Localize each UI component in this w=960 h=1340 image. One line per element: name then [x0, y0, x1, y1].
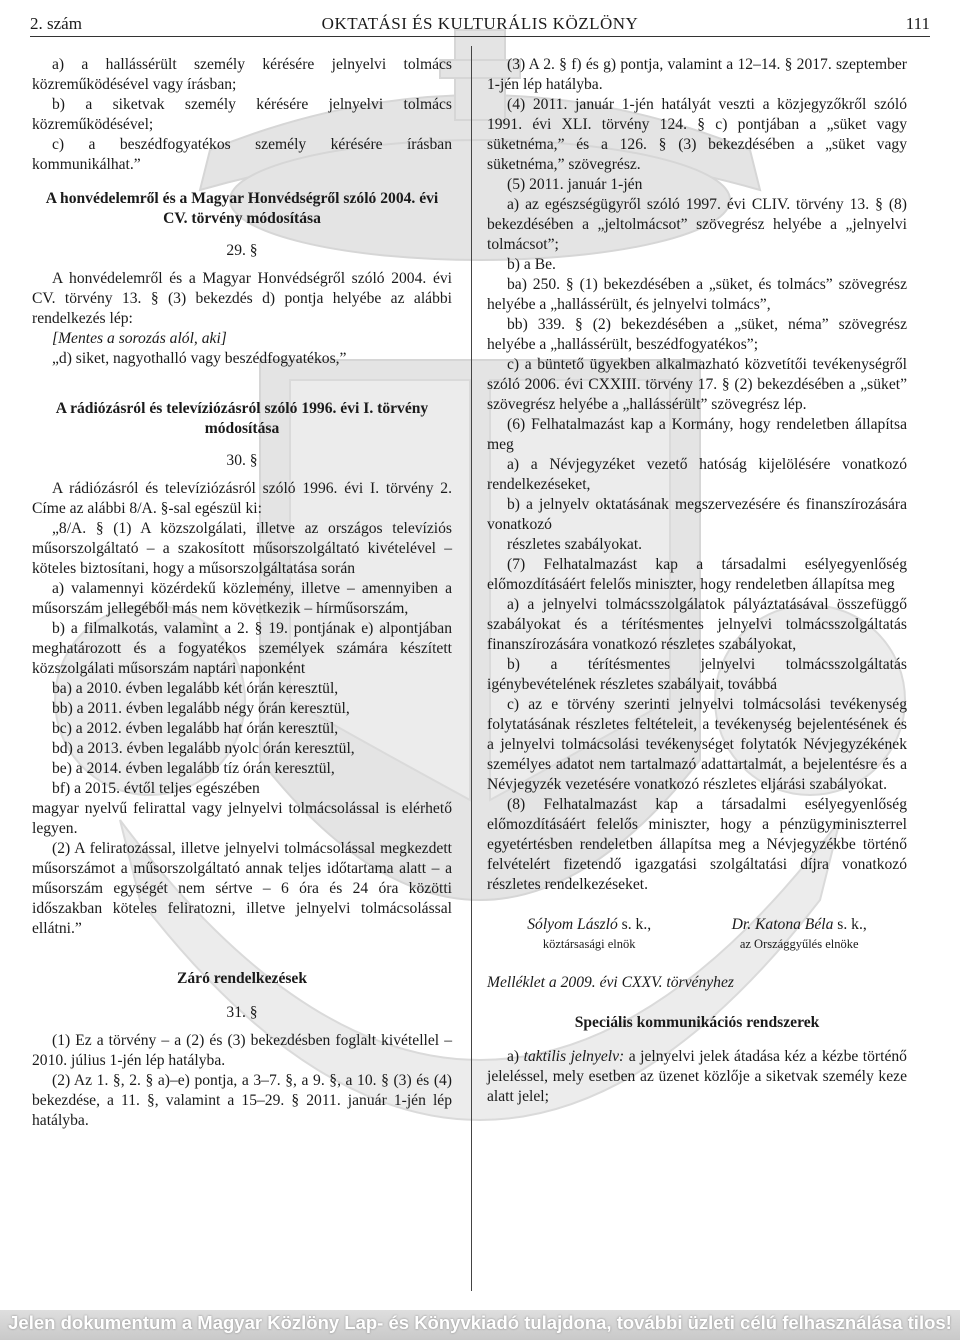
- annex-item-label: a): [507, 1048, 520, 1065]
- column-divider: [471, 46, 472, 1291]
- page-header: [30, 8, 930, 37]
- paragraph: a) a jelnyelvi tolmácsszolgálatok pályáztatásával összefüggő szabályokat és a térítésmentes jelnyelvi tolmácsszolgáltatás finanszírozására vonatkozó részletes szabályokat,: [487, 596, 907, 653]
- paragraph: A rádiózásról és televíziózásról szóló 1996. évi I. törvény 2. Címe az alábbi 8/A. §-sal egészül ki:: [32, 480, 452, 517]
- paragraph: c) a beszédfogyatékos személy kérésére írásban kommunikálhat.”: [32, 136, 452, 173]
- paragraph: (3) A 2. § f) és g) pontja, valamint a 12–14. § 2017. szeptember 1-jén lép hatályba.: [487, 56, 907, 93]
- list-item: ba) a 2010. évben legalább két órán keresztül,: [52, 680, 339, 697]
- signatory-suffix: s. k.,: [621, 916, 652, 933]
- paragraph: b) a jelnyelv oktatásának megszervezésére és finanszírozására vonatkozó: [487, 496, 907, 533]
- paragraph: A honvédelemről és a Magyar Honvédségről szóló 2004. évi CV. törvény 13. § (3) bekezdés d) pontja helyébe az alábbi rendelkezés lép:: [32, 270, 452, 327]
- paragraph: magyar nyelvű felirattal vagy jelnyelvi tolmácsolással is elérhető legyen.: [32, 800, 452, 837]
- section-title: A honvédelemről és a Magyar Honvédségről szóló 2004. évi CV. törvény módosítása: [45, 190, 439, 227]
- paragraph: b) a filmalkotás, valamint a 2. § 19. pontjának e) alpontjában meghatározott és a fogyatékos személyek számára készített közszolgálati műsorszám naptári naponként: [32, 620, 452, 677]
- copyright-notice: Jelen dokumentum a Magyar Közlöny Lap- és Könyvkiadó tulajdona, további üzleti célú felhasználása tilos!: [8, 1312, 952, 1333]
- paragraph: c) az e törvény szerinti jelnyelvi tolmácsolási tevékenység folytatásának részletes feltételeit, a tevékenység bejelentésének és a jelnyelvi tolmácsolási tevékenységet folytatók Névjegyzékének személyes adatot nem tartalmazó adattartalmát, a bejelentésre és a Névjegyzék vezetésére vonatkozó részletes eljárási szabályokat.: [487, 696, 907, 793]
- paragraph: a) a hallássérült személy kérésére jelnyelvi tolmács közreműködésével vagy írásban;: [32, 56, 452, 93]
- section-title: A rádiózásról és televíziózásról szóló 1996. évi I. törvény módosítása: [55, 400, 429, 437]
- paragraph: (6) Felhatalmazást kap a Kormány, hogy rendeletben állapítsa meg: [487, 416, 907, 453]
- paragraph: (8) Felhatalmazást kap a társadalmi esélyegyenlőség előmozdításáért felelős miniszter, hogy a pénzügyminiszterrel egyetértésben rendeletben állapítsa meg a Névjegyzékbe történő felvételért fizetendő igazgatási szolgáltatási díjra vonatkozó részletes rendelkezéseket.: [487, 796, 907, 893]
- signatory-role: köztársasági elnök: [542, 937, 636, 951]
- signatory-suffix: s. k.,: [837, 916, 867, 933]
- right-column: [487, 55, 907, 1107]
- section-number: 30. §: [226, 452, 258, 469]
- page-number: 111: [905, 14, 930, 33]
- annex-item-term: taktilis jelnyelv:: [523, 1048, 625, 1065]
- section-number: 29. §: [226, 242, 258, 259]
- annex-reference: Melléklet a 2009. évi CXXV. törvényhez: [487, 974, 734, 991]
- signatory-name: Sólyom László: [527, 916, 618, 933]
- signatory-role: az Országgyűlés elnöke: [739, 937, 859, 951]
- list-item: be) a 2014. évben legalább tíz órán keresztül,: [52, 760, 335, 777]
- section-title: Záró rendelkezések: [176, 970, 308, 987]
- paragraph: részletes szabályokat.: [507, 536, 643, 553]
- paragraph: (7) Felhatalmazást kap a társadalmi esélyegyenlőség előmozdításáért felelős miniszter, hogy rendeletben állapítsa meg: [487, 556, 907, 593]
- paragraph: a) a Névjegyzéket vezető hatóság kijelölésére vonatkozó rendelkezéseket,: [487, 456, 907, 493]
- signature-president: [527, 915, 651, 953]
- paragraph: b) a térítésmentes jelnyelvi tolmácsszolgáltatás igénybevételének részletes szabályait, továbbá: [487, 656, 907, 693]
- list-item: bc) a 2012. évben legalább hat órán keresztül,: [52, 720, 339, 737]
- annex-item-text: a jelnyelvi jelek átadása kéz a kézbe történő jeleléssel, mely esetben az üzenet közlője a siketvak személy keze alatt jelel;: [487, 1048, 907, 1105]
- paragraph: c) a büntető ügyekben alkalmazható közvetítői tevékenységről szóló 2006. évi CXXIII. törvény 17. § (2) bekezdésében a „süket” szövegrész helyébe a „hallássérült” szövegrész lép.: [487, 356, 907, 413]
- paragraph: (2) Az 1. §, 2. § a)–e) pontja, a 3–7. §, a 9. §, a 10. § (3) és (4) bekezdése, a 11. §, valamint a 15–29. § 2011. január 1-jén lép hatályba.: [32, 1072, 452, 1129]
- paragraph: b) a Be.: [507, 256, 556, 273]
- signatory-name: Dr. Katona Béla: [731, 916, 834, 933]
- list-item: bb) a 2011. évben legalább négy órán keresztül,: [52, 700, 350, 717]
- section-number: 31. §: [226, 1004, 258, 1021]
- journal-title: OKTATÁSI ÉS KULTURÁLIS KÖZLÖNY: [321, 14, 639, 33]
- list-item: bd) a 2013. évben legalább nyolc órán keresztül,: [52, 740, 355, 757]
- list-item: bf) a 2015. évtől teljes egészében: [52, 780, 260, 797]
- paragraph: b) a siketvak személy kérésére jelnyelvi tolmács közreműködésével;: [32, 96, 452, 133]
- signature-block: [487, 915, 907, 953]
- signature-speaker: [732, 915, 867, 953]
- left-column: [32, 55, 452, 1131]
- paragraph: [Mentes a sorozás alól, aki]: [52, 330, 227, 347]
- paragraph: „8/A. § (1) A közszolgálati, illetve az országos televíziós műsorszolgáltató – a szakosított műsorszolgáltató kivételével – köteles biztosítani, hogy a műsorszolgáltatása során: [32, 520, 452, 577]
- annex-title: Speciális kommunikációs rendszerek: [574, 1014, 820, 1031]
- copyright-footer: [0, 1310, 960, 1340]
- annex-item: [487, 1047, 907, 1107]
- paragraph: (1) Ez a törvény – a (2) és (3) bekezdésben foglalt kivétellel – 2010. július 1-jén lép hatályba.: [32, 1032, 452, 1069]
- paragraph: (5) 2011. január 1-jén: [507, 176, 643, 193]
- paragraph: ba) 250. § (1) bekezdésében a „süket, és tolmács” szövegrész helyébe a „hallássérült, és jelnyelvi tolmács”,: [487, 276, 907, 313]
- paragraph: (4) 2011. január 1-jén hatályát veszti a közjegyzőkről szóló 1991. évi XLI. törvény 124. § c) pontjában a „süket vagy süketnéma,” és a 126. § (3) bekezdésében a „süket vagy süketnéma,” szövegrész.: [487, 96, 907, 173]
- paragraph: (2) A feliratozással, illetve jelnyelvi tolmácsolással megkezdett műsorszámot a műsorszolgáltató annak teljes időtartama alatt – a műsorszám egységét nem sértve – 6 óra és 24 óra közötti időszakban köteles feliratozni, illetve jelnyelvi tolmácsolással ellátni.”: [32, 840, 452, 937]
- paragraph: „d) siket, nagyothalló vagy beszédfogyatékos,”: [52, 350, 347, 367]
- paragraph: a) valamennyi közérdekű közlemény, illetve – amennyiben a műsorszám jellegéből más nem következik – hírműsorszám,: [32, 580, 452, 617]
- paragraph: bb) 339. § (2) bekezdésében a „süket, néma” szövegrész helyébe a „hallássérült, beszédfogyatékos”;: [487, 316, 907, 353]
- paragraph: a) az egészségügyről szóló 1997. évi CLIV. törvény 13. § (8) bekezdésében a „jeltolmácsot” szövegrész helyébe a „jelnyelvi tolmácsot”;: [487, 196, 907, 253]
- issue-number: 2. szám: [30, 14, 82, 33]
